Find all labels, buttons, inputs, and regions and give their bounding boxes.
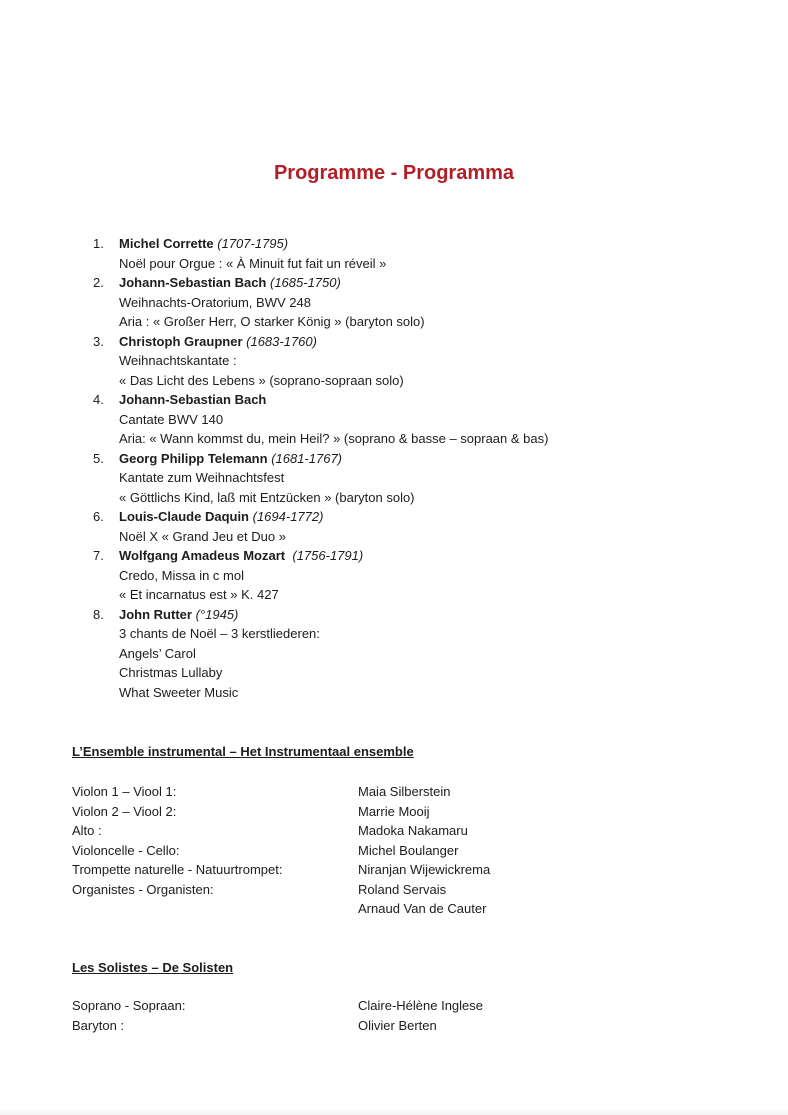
- composer-dates: (1683-1760): [246, 333, 317, 349]
- person-name: Roland Servais: [358, 881, 447, 897]
- work-line: Angels’ Carol: [119, 645, 196, 661]
- item-number: 6.: [93, 509, 104, 524]
- item-content: [119, 605, 713, 703]
- composer-name: Christoph Graupner: [119, 333, 243, 349]
- composer-name: Johann-Sebastian Bach: [119, 392, 267, 407]
- person-name: Niranjan Wijewickrema: [358, 862, 491, 877]
- item-content: [119, 507, 713, 546]
- programme-item: [93, 332, 713, 391]
- composer-dates: (1681-1767): [271, 450, 343, 466]
- ensemble-rows: [72, 782, 712, 919]
- person-name: Michel Boulanger: [358, 842, 459, 858]
- programme-item: [93, 449, 713, 508]
- composer-name: Georg Philipp Telemann: [119, 450, 268, 466]
- person-row: [72, 860, 712, 880]
- person-name: Madoka Nakamaru: [358, 823, 468, 838]
- item-content: [119, 449, 713, 508]
- work-line: Credo, Missa in c mol: [119, 567, 244, 583]
- item-number: 4.: [93, 392, 104, 407]
- person-name: Arnaud Van de Cauter: [358, 901, 487, 916]
- item-number: 2.: [93, 275, 104, 290]
- item-head: [119, 390, 713, 410]
- work-line: What Sweeter Music: [119, 684, 239, 700]
- composer-name: Wolfgang Amadeus Mozart: [119, 548, 286, 563]
- programme-item: [93, 546, 713, 605]
- person-role-label: Soprano - Sopraan:: [72, 998, 186, 1013]
- composer-dates: (1685-1750): [270, 275, 341, 290]
- work-line: Christmas Lullaby: [119, 665, 223, 680]
- work-line: 3 chants de Noël – 3 kerstliederen:: [119, 626, 320, 641]
- item-head: [119, 507, 713, 527]
- item-content: [119, 332, 713, 391]
- programme-item: [93, 507, 713, 546]
- person-role-label: Violon 1 – Viool 1:: [72, 784, 177, 799]
- person-name: Olivier Berten: [358, 1017, 437, 1033]
- composer-dates: (1694-1772): [252, 509, 324, 524]
- work-line: Aria: « Wann kommst du, mein Heil? » (soprano & basse – sopraan & bas): [119, 431, 549, 446]
- programme-item: [93, 234, 713, 273]
- programme-item: [93, 605, 713, 703]
- person-name: Marrie Mooij: [358, 803, 430, 819]
- work-line: Noël X « Grand Jeu et Duo »: [119, 528, 286, 544]
- work-line: Aria : « Großer Herr, O starker König » (baryton solo): [119, 314, 425, 329]
- item-head: [119, 234, 713, 254]
- composer-dates: (°1945): [195, 606, 239, 622]
- soloists-heading: Les Solistes – De Solisten: [72, 960, 234, 975]
- work-line: Weihnachts-Oratorium, BWV 248: [119, 294, 311, 310]
- person-row: [72, 1016, 712, 1036]
- item-number: 3.: [93, 333, 104, 349]
- person-name: Claire-Hélène Inglese: [358, 998, 484, 1013]
- ensemble-heading: L’Ensemble instrumental – Het Instrumentaal ensemble: [72, 744, 414, 759]
- programme-list: [93, 234, 713, 702]
- page-bottom-edge: [0, 1109, 788, 1115]
- item-number: 8.: [93, 606, 104, 622]
- composer-dates: (1707-1795): [217, 236, 289, 251]
- person-role-label: Violoncelle - Cello:: [72, 842, 180, 858]
- item-content: [119, 390, 713, 449]
- person-role-label: Trompette naturelle - Natuurtrompet:: [72, 862, 283, 877]
- item-content: [119, 273, 713, 332]
- page-title: Programme - Programma: [273, 162, 515, 184]
- item-number: 1.: [93, 236, 104, 251]
- composer-name: John Rutter: [119, 606, 192, 622]
- work-line: Cantate BWV 140: [119, 411, 224, 427]
- work-line: Noël pour Orgue : « À Minuit fut fait un réveil »: [119, 255, 387, 271]
- person-row: [72, 802, 712, 822]
- person-row: [72, 899, 712, 919]
- composer-dates: (1756-1791): [288, 548, 364, 563]
- composer-name: Johann-Sebastian Bach: [119, 275, 267, 290]
- person-row: [72, 821, 712, 841]
- item-head: [119, 546, 713, 566]
- person-role-label: Alto :: [72, 823, 102, 838]
- programme-item: [93, 390, 713, 449]
- person-role-label: Organistes - Organisten:: [72, 881, 214, 897]
- person-row: [72, 782, 712, 802]
- soloist-rows: [72, 996, 712, 1035]
- work-line: « Et incarnatus est » K. 427: [119, 587, 279, 602]
- composer-name: Michel Corrette: [119, 236, 214, 251]
- person-row: [72, 880, 712, 900]
- work-line: « Das Licht des Lebens » (soprano-sopraan solo): [119, 372, 404, 388]
- composer-name: Louis-Claude Daquin: [119, 509, 249, 524]
- item-head: [119, 449, 713, 469]
- work-line: « Göttlichs Kind, laß mit Entzücken » (baryton solo): [119, 489, 415, 505]
- person-role-label: Baryton :: [72, 1017, 125, 1033]
- item-content: [119, 234, 713, 273]
- work-line: Weihnachtskantate :: [119, 353, 237, 368]
- person-role-label: Violon 2 – Viool 2:: [72, 803, 177, 819]
- work-line: Kantate zum Weihnachtsfest: [119, 470, 285, 485]
- person-name: Maia Silberstein: [358, 784, 451, 799]
- person-row: [72, 996, 712, 1016]
- item-head: [119, 605, 713, 625]
- programme-item: [93, 273, 713, 332]
- item-head: [119, 332, 713, 352]
- person-row: [72, 841, 712, 861]
- item-number: 7.: [93, 548, 104, 563]
- item-head: [119, 273, 713, 293]
- item-content: [119, 546, 713, 605]
- item-number: 5.: [93, 450, 104, 466]
